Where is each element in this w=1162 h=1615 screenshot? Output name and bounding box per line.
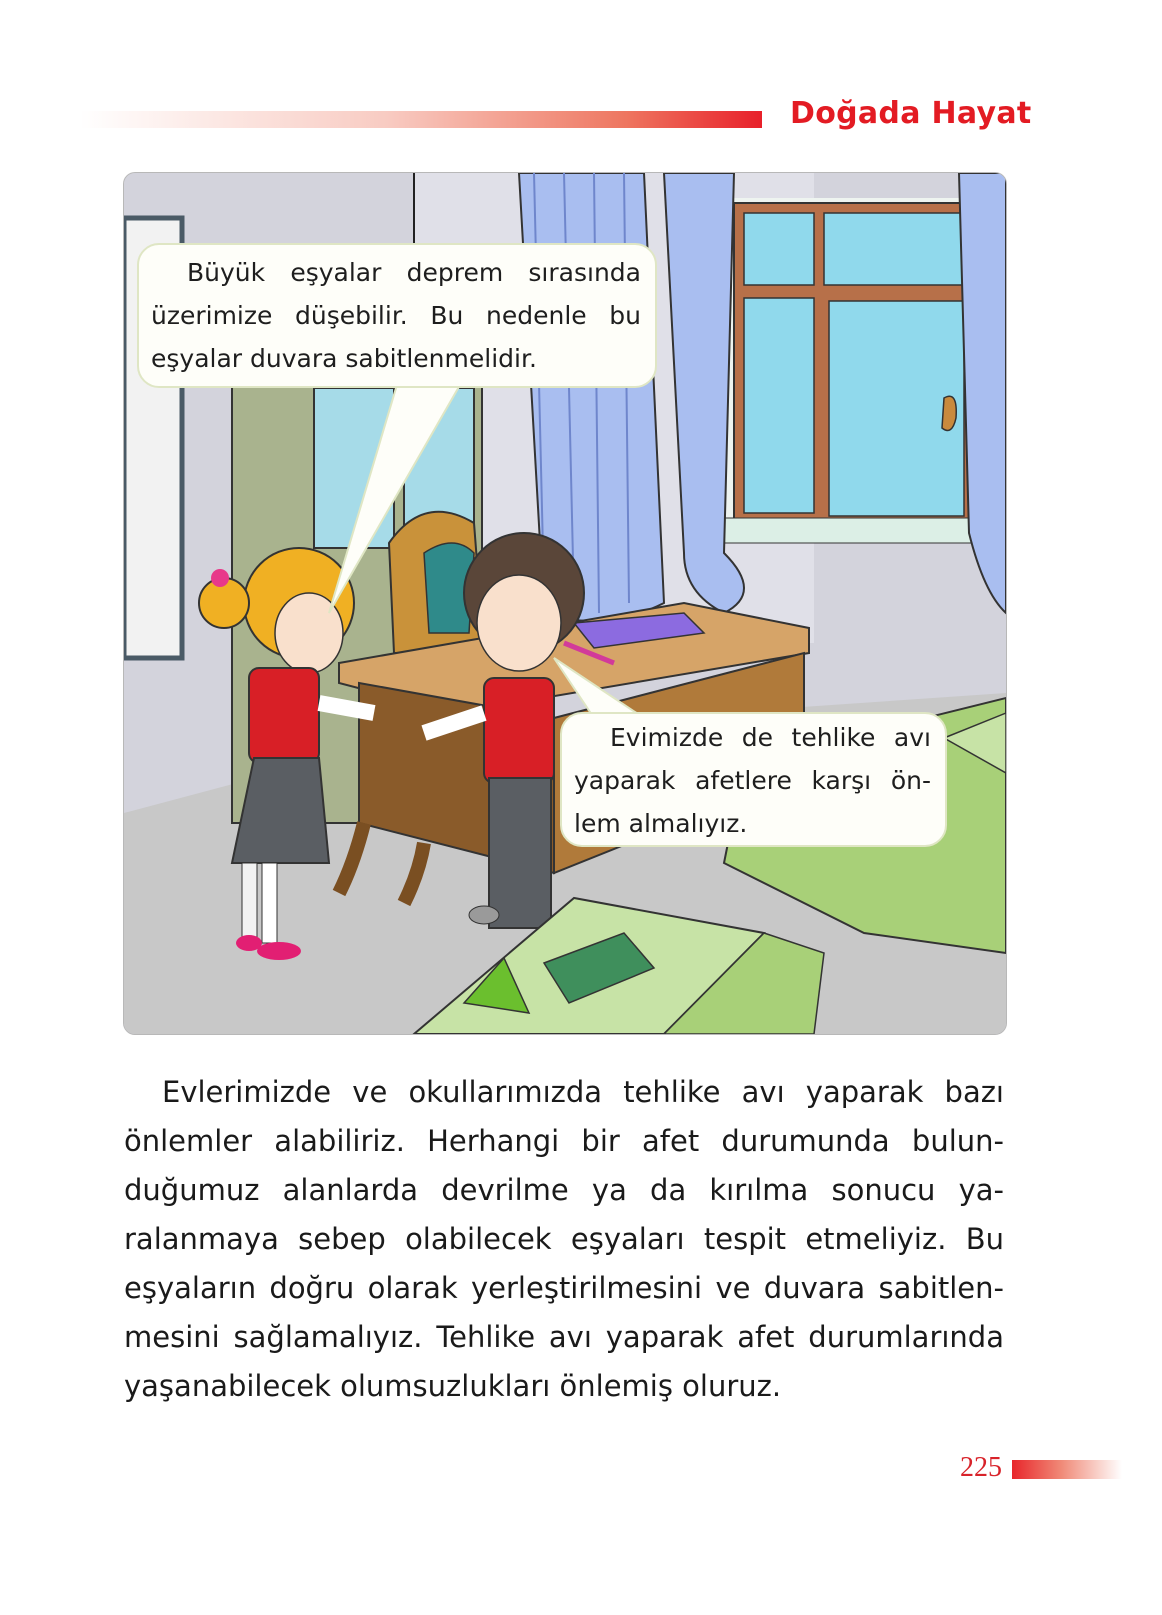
- bubble-line: Evimizde de tehlike avı: [610, 723, 931, 752]
- bubble-line: eşyalar duvara sabitlenmelidir.: [151, 344, 537, 373]
- bubble-line: lem almalıyız.: [574, 809, 748, 838]
- paragraph-line: önlemler alabiliriz. Herhangi bir afet durumunda bulun-: [124, 1124, 1004, 1158]
- page-number: 225: [960, 1452, 1002, 1483]
- bubble-line: Büyük eşyalar deprem sırasında: [187, 258, 641, 287]
- paragraph-line: eşyaların doğru olarak yerleştirilmesini ve duvara sabitlen-: [124, 1271, 1004, 1305]
- paragraph-line: yaşanabilecek olumsuzlukları önlemiş oluruz.: [124, 1369, 782, 1403]
- section-title: Doğada Hayat: [790, 96, 1032, 131]
- paragraph-line: ralanmaya sebep olabilecek eşyaları tespit etmeliyiz. Bu: [124, 1222, 1004, 1256]
- speech-bubble-boy: [560, 712, 947, 847]
- speech-bubble-girl: [137, 243, 657, 388]
- bubble-line: üzerimize düşebilir. Bu nedenle bu: [151, 301, 641, 330]
- paragraph-line: mesini sağlamalıyız. Tehlike avı yaparak afet durumlarında: [124, 1320, 1004, 1354]
- footer-gradient-bar: [1012, 1460, 1122, 1479]
- body-paragraph: [124, 1068, 1004, 1411]
- bubble-line: yaparak afetlere karşı ön-: [574, 766, 931, 795]
- paragraph-line: Evlerimizde ve okullarımızda tehlike avı yaparak bazı: [162, 1075, 1004, 1109]
- paragraph-line: duğumuz alanlarda devrilme ya da kırılma sonucu ya-: [124, 1173, 1004, 1207]
- header-gradient-bar: [80, 111, 762, 128]
